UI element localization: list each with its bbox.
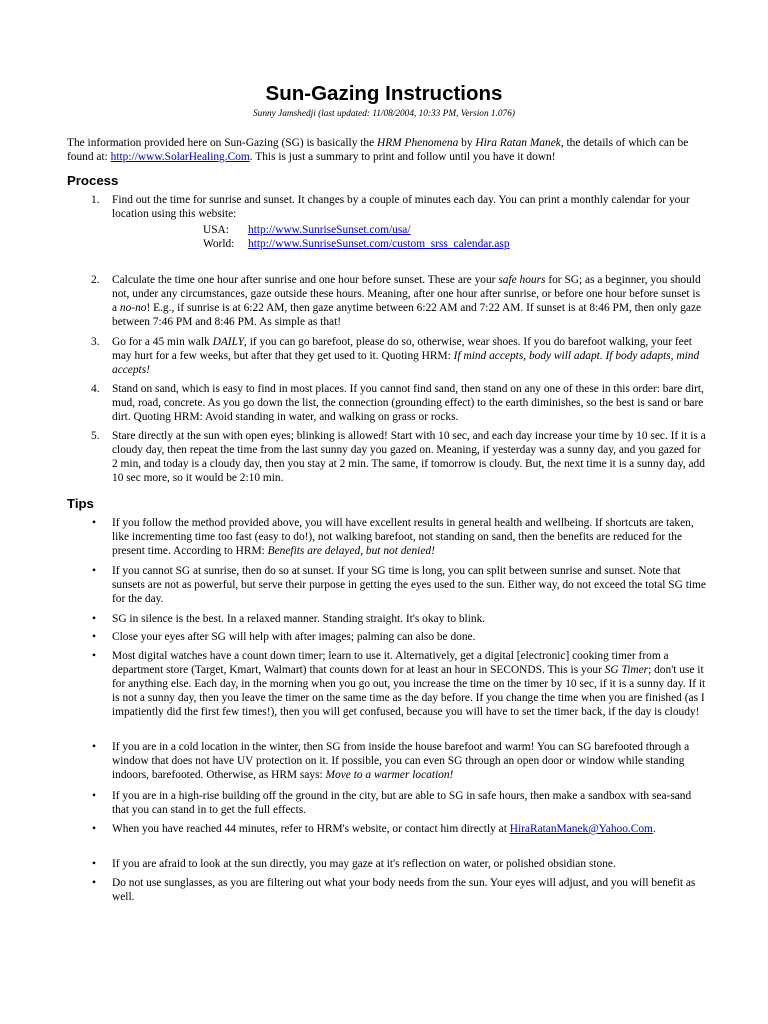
intro-emphasis: HRM Phenomena [377,137,459,149]
item-body: for SG; as a beginner, you should not, under any circumstances, gaze outside these hours. Meaning, after one hour after sunrise, or before one hour before sunset is a [112,274,701,314]
process-item [67,429,707,485]
process-item [67,382,707,424]
item-text [112,857,706,871]
process-item [67,335,707,377]
process-heading: Process [67,173,119,188]
bullet: • [92,517,96,529]
item-body: When you have reached 44 minutes, refer to HRM's website, or contact him directly at [112,823,510,835]
tip-item [67,876,707,904]
url-label: USA: [203,224,229,236]
item-emphasis: If mind accepts, body will adapt. If body adapts, mind accepts! [112,350,700,376]
item-text [112,564,706,606]
item-body: . [652,823,656,835]
intro-paragraph [67,136,707,164]
item-text [112,335,706,377]
process-item [67,273,707,329]
item-text [112,822,706,836]
item-emphasis: no-no [119,302,147,314]
bullet: • [92,877,96,889]
item-body: Find out the time for sunrise and sunset. It changes by a couple of minutes each day. You can print a monthly calendar for your location using this website: [112,194,690,220]
usa-calendar-link[interactable]: http://www.SunriseSunset.com/usa/ [248,224,411,236]
item-number: 2. [91,274,100,286]
bullet: • [92,858,96,870]
tip-item [67,822,707,836]
item-body: If you are in a cold location in the winter, then SG from inside the house barefoot and warm! You can SG barefooted through a window that does not have UV protection on it. If possible, you can even SG through an open door or window while standing indoors, barefooted. Otherwise, as HRM says: [112,741,690,781]
item-text [112,429,706,485]
item-emphasis: Move to a warmer location! [325,769,454,781]
tip-item [67,649,707,719]
item-number: 3. [91,336,100,348]
item-emphasis: safe hours [498,274,546,286]
item-body: ! E.g., if sunrise is at 6:22 AM, then gaze anytime between 6:22 AM and 7:22 AM. If sunset is at 8:46 PM, then only gaze between 7:46 PM and 8:46 PM. As simple as that! [112,302,702,328]
hrm-email-link[interactable]: HiraRatanManek@Yahoo.Com [509,823,653,835]
tip-item [67,516,707,558]
url-list [203,223,706,251]
bullet: • [92,741,96,753]
item-text [112,630,706,644]
item-text [112,382,706,424]
bullet: • [92,650,96,662]
bullet: • [92,565,96,577]
item-number: 4. [91,383,100,395]
item-body: Do not use sunglasses, as you are filtering out what your body needs from the sun. Your eyes will adjust, and you will benefit as well. [112,877,696,903]
item-number: 1. [91,194,100,206]
item-body: Stare directly at the sun with open eyes; blinking is allowed! Start with 10 sec, and each day increase your time by 10 sec. If it is a cloudy day, then repeat the time from the last sunny day you gazed on. Meaning, if yesterday was a sunny day, and you gazed for 2 min, and today is a cloudy day, then you stay at 2 min. The same, if tomorrow is cloudy. But, the next time it is a sunny day, add 10 sec more, so it would be 2:10 min. [112,430,706,484]
item-emphasis: SG Timer [604,664,649,676]
item-body: Go for a 45 min walk [112,336,213,348]
url-label: World: [203,238,235,250]
item-body: , if you can go barefoot, please do so, otherwise, wear shoes. If you do barefoot walking, your feet may hurt for a few weeks, but after that they get used to it. Quoting HRM: [112,336,692,362]
bullet: • [92,631,96,643]
item-text [112,649,706,719]
solarhealing-link[interactable]: http://www.SolarHealing.Com [110,151,250,163]
page-title: Sun-Gazing Instructions [265,82,503,105]
tip-item [67,740,707,782]
intro-text: . This is just a summary to print and follow until you have it down! [249,151,556,163]
item-text [112,612,706,626]
item-text [112,516,706,558]
url-row [203,223,706,237]
item-body: SG in silence is the best. In a relaxed manner. Standing straight. It's okay to blink. [112,613,486,625]
intro-text: , the details of which can be found at: [67,137,689,163]
tip-item [67,564,707,606]
item-text [112,273,706,329]
item-text [112,193,706,251]
bullet: • [92,823,96,835]
item-text [112,740,706,782]
bullet: • [92,613,96,625]
item-body: Close your eyes after SG will help with after images; palming can also be done. [112,631,476,643]
tips-heading: Tips [67,496,94,511]
intro-text: The information provided here on Sun-Gazing (SG) is basically the [67,137,377,149]
tip-item [67,630,707,644]
item-emphasis: DAILY [212,336,245,348]
item-body: Calculate the time one hour after sunrise and one hour before sunset. These are your [112,274,499,286]
intro-emphasis: Hira Ratan Manek [475,137,561,149]
byline: Sunny Jamshedji (last updated: 11/08/2004, 10:33 PM, Version 1.076) [253,109,515,119]
item-body: If you are afraid to look at the sun directly, you may gaze at it's reflection on water, or polished obsidian stone. [112,858,616,870]
url-row [203,237,706,251]
item-text [112,876,706,904]
world-calendar-link[interactable]: http://www.SunriseSunset.com/custom_srss_calendar.asp [248,238,510,250]
item-emphasis: Benefits are delayed, but not denied! [267,545,435,557]
item-body: ; don't use it for anything else. Each day, in the morning when you go out, you increase the time on the timer by 10 sec, if it is a sunny day. If it is not a sunny day, then you leave the timer on the same time as the day before. If you change the time when you are finished (as I impatiently did the first few times!), then you will get confused, because you will have to set the timer back, if the day is cloudy! [112,664,706,718]
tip-item [67,857,707,871]
item-text [112,789,706,817]
item-body: If you are in a high-rise building off the ground in the city, but are able to SG in safe hours, then make a sandbox with sea-sand that you can stand in to get the full effects. [112,790,692,816]
tip-item [67,789,707,817]
item-body: If you cannot SG at sunrise, then do so at sunset. If your SG time is long, you can split between sunrise and sunset. Note that sunsets are not as powerful, but serve their purpose in getting the eyes used to the sun. Either way, do not exceed the total SG time for the day. [112,565,706,605]
tip-item [67,612,707,626]
item-body: Most digital watches have a count down timer; learn to use it. Alternatively, get a digital [electronic] cooking timer from a department store (Target, Kmart, Walmart) that counts down for at least an hour in SECONDS. This is your [112,650,669,676]
intro-text: by [458,137,476,149]
item-body: If you follow the method provided above, you will have excellent results in general health and wellbeing. If shortcuts are taken, like incrementing time too fast (easy to do!), not walking barefoot, not standing on sand, then the benefits are reduced for the present time. According to HRM: [112,517,694,557]
process-item [67,193,707,251]
bullet: • [92,790,96,802]
item-number: 5. [91,430,100,442]
item-body: Stand on sand, which is easy to find in most places. If you cannot find sand, then stand on any one of these in this order: bare dirt, mud, road, concrete. As you go down the list, the connection (grounding effect) to the earth diminishes, so the best is sand or bare dirt. Quoting HRM: Avoid standing in water, and walking on grass or rocks. [112,383,704,423]
